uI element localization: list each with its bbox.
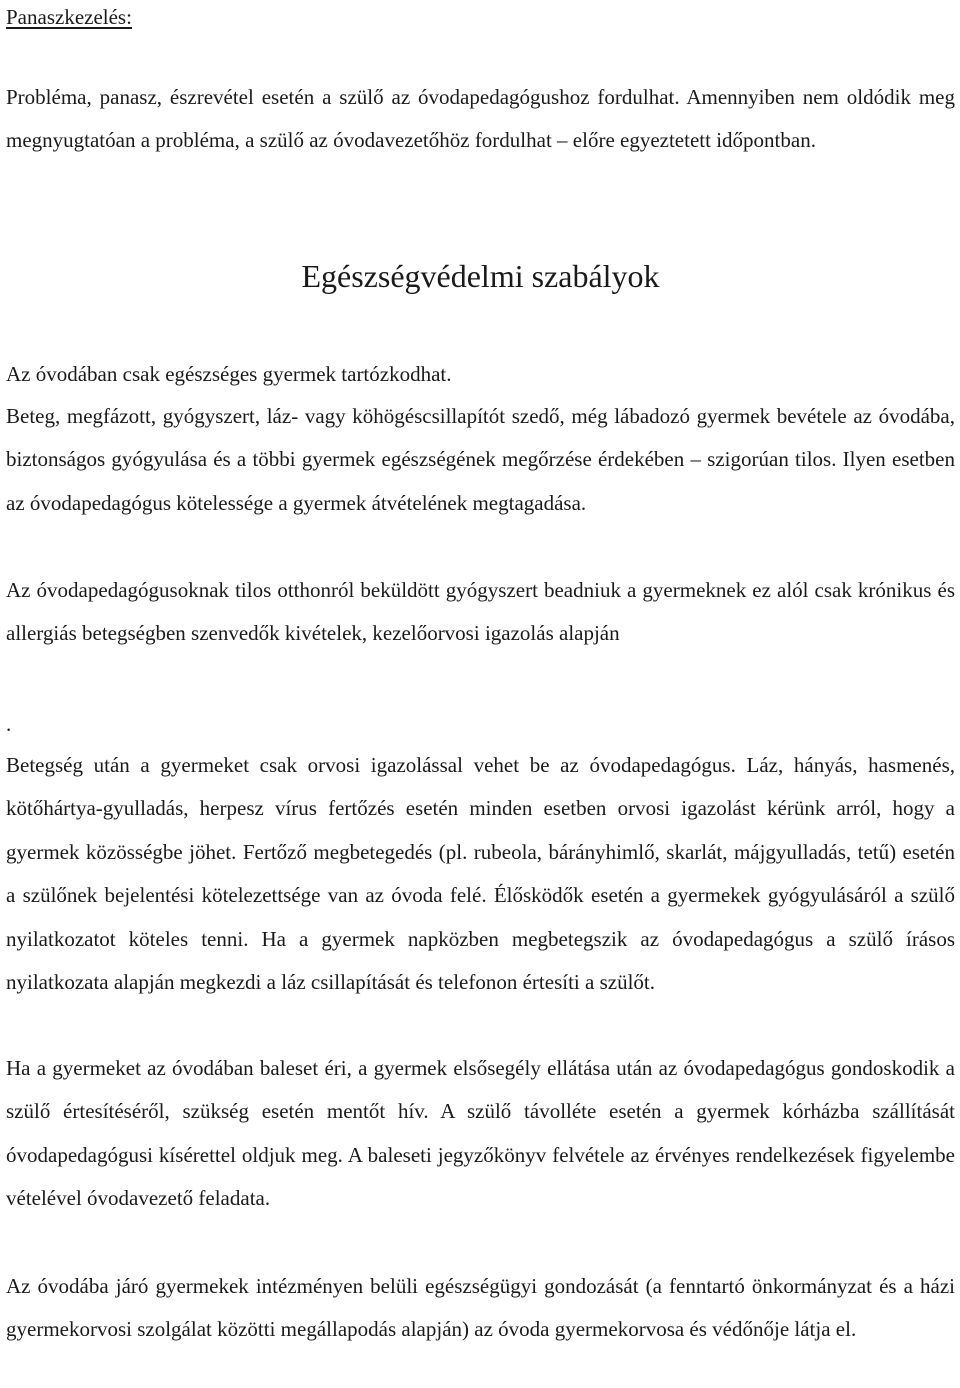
complaint-paragraph: Probléma, panasz, észrevétel esetén a szülő az óvodapedagógushoz fordulhat. Amennyiben nem oldódik meg megnyugtatóan a probléma, a szülő az óvodavezetőhöz fordulhat – előre egyeztetett időpontban. <box>6 85 955 153</box>
health-rules-heading: Egészségvédelmi szabályok <box>301 258 660 294</box>
intro-line: Az óvodában csak egészséges gyermek tartózkodhat. <box>6 362 452 386</box>
after-illness-paragraph: Betegség után a gyermeket csak orvosi igazolással vehet be az óvodapedagógus. Láz, hányás, hasmenés, kötőhártya-gyulladás, herpesz vírus fertőzés esetén minden esetben orvosi igazolást kérünk arról, hogy a gyermek közösségbe jöhet. Fertőző megbetegedés (pl. rubeola, bárányhimlő, skarlát, májgyulladás, tetű) esetén a szülőnek bejelentési kötelezettsége van az óvoda felé. Élősködők esetén a gyermekek gyógyulásáról a szülő nyilatkozatot köteles tenni. Ha a gyermek napközben megbetegszik az óvodapedagógus a szülő írásos nyilatkozata alapján megkezdi a láz csillapítását és telefonon értesíti a szülőt. <box>6 753 955 995</box>
medicine-paragraph: Az óvodapedagógusoknak tilos otthonról beküldött gyógyszert beadniuk a gyermeknek ez alól csak krónikus és allergiás betegségben szenvedők kivételek, kezelőorvosi igazolás alapján <box>6 578 955 646</box>
healthcare-paragraph: Az óvodába járó gyermekek intézményen belüli egészségügyi gondozását (a fenntartó önkormányzat és a házi gyermekorvosi szolgálat közötti megállapodás alapján) az óvoda gyermekorvosa és védőnője látja el. <box>6 1274 955 1342</box>
accident-paragraph: Ha a gyermeket az óvodában baleset éri, a gyermek elsősegély ellátása után az óvodapedagógus gondoskodik a szülő értesítéséről, szükség esetén mentőt hív. A szülő távolléte esetén a gyermek kórházba szállítását óvodapedagógusi kísérettel oldjuk meg. A baleseti jegyzőkönyv felvétele az érvényes rendelkezések figyelembe vételével óvodavezető feladata. <box>6 1056 955 1211</box>
sick-child-paragraph: Beteg, megfázott, gyógyszert, láz- vagy köhögéscsillapítót szedő, még lábadozó gyermek bevétele az óvodába, biztonságos gyógyulása és a többi gyermek egészségének megőrzése érdekében – szigorúan tilos. Ilyen esetben az óvodapedagógus kötelessége a gyermek átvételének megtagadása. <box>6 404 955 515</box>
section-label-complaints: Panaszkezelés: <box>6 5 132 29</box>
stray-period: . <box>6 712 12 736</box>
